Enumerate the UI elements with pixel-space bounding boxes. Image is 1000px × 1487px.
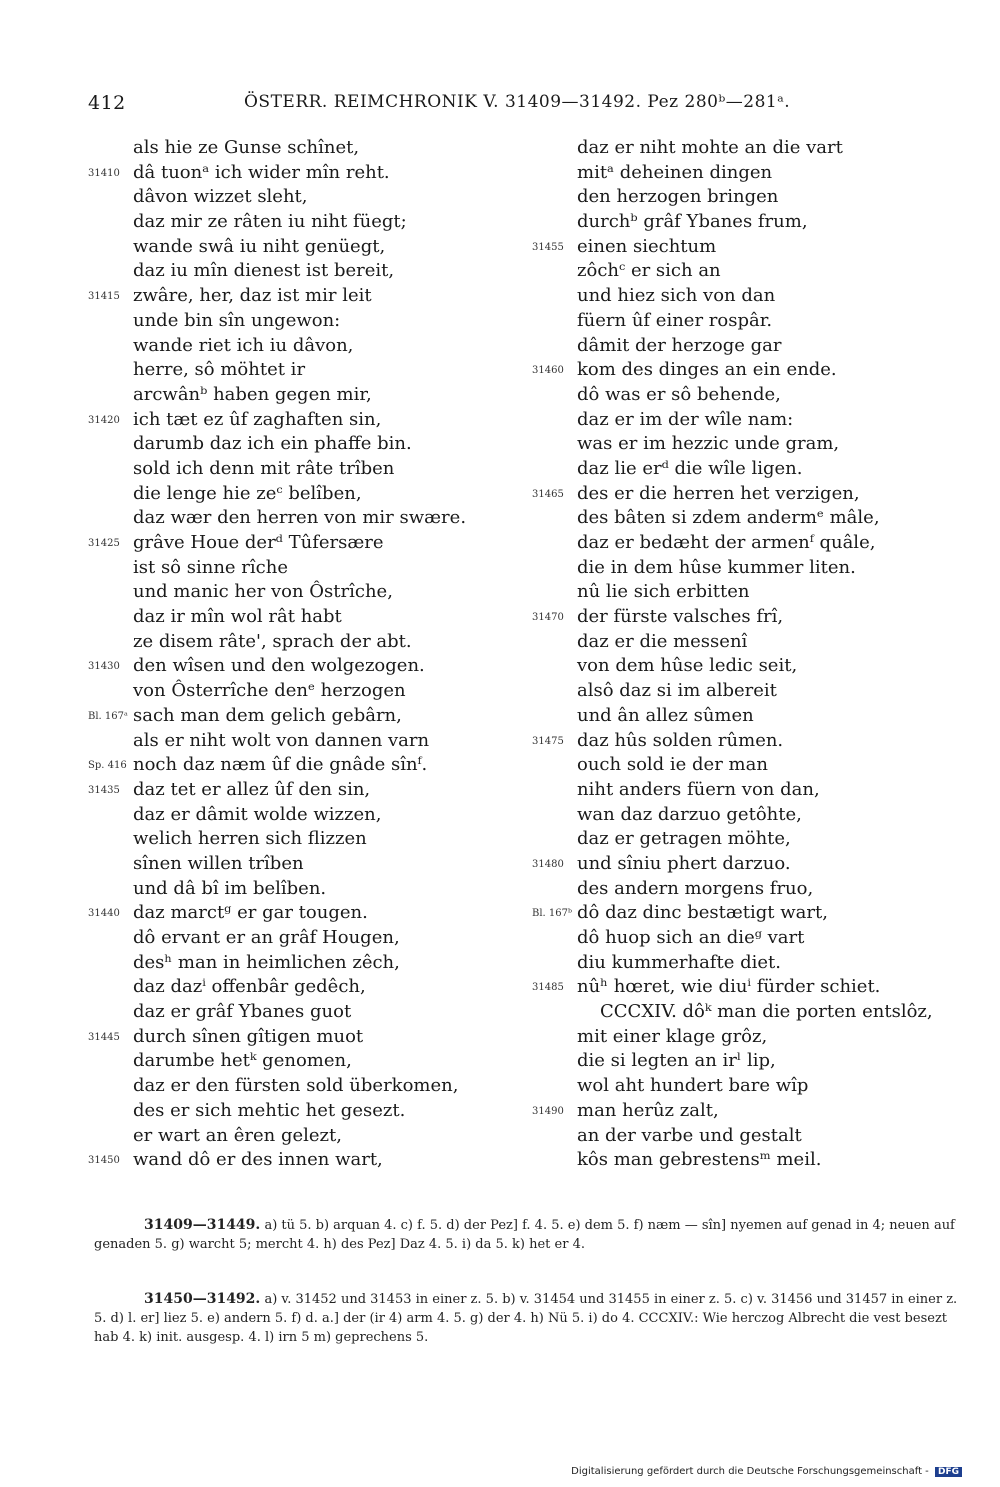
verse-line xyxy=(88,778,538,803)
verse-text: ist sô sinne rîche xyxy=(133,556,288,578)
verse-line xyxy=(532,704,972,729)
verse-text: mitᵃ deheinen dingen xyxy=(577,161,773,183)
verse-line xyxy=(88,1049,538,1074)
verse-line xyxy=(88,432,538,457)
verse-text: desʰ man in heimlichen zêch, xyxy=(133,951,400,973)
verse-line xyxy=(88,259,538,284)
verse-line xyxy=(88,185,538,210)
verse-text: arcwânᵇ haben gegen mir, xyxy=(133,383,372,405)
verse-text: daz dazⁱ offenbâr gedêch, xyxy=(133,976,366,998)
verse-number: 31430 xyxy=(88,661,120,673)
verse-text: und dâ bî im belîben. xyxy=(133,877,327,899)
verse-line xyxy=(88,679,538,704)
verse-line xyxy=(88,951,538,976)
verse-text: als er niht wolt von dannen varn xyxy=(133,729,430,751)
verse-line xyxy=(532,654,972,679)
verse-text: daz lie erᵈ die wîle ligen. xyxy=(577,457,803,479)
verse-line xyxy=(532,482,972,507)
verse-line xyxy=(532,901,972,926)
verse-text: daz er getragen möhte, xyxy=(577,828,791,850)
verse-text: niht anders füern von dan, xyxy=(577,778,820,800)
verse-line xyxy=(88,210,538,235)
verse-line xyxy=(88,803,538,828)
verse-text: dâmit der herzoge gar xyxy=(577,334,782,356)
verse-text: dâvon wizzet sleht, xyxy=(133,186,308,208)
verse-line xyxy=(88,975,538,1000)
verse-line xyxy=(532,408,972,433)
verse-line xyxy=(532,1148,972,1173)
verse-line xyxy=(532,235,972,260)
verse-text: mit einer klage grôz, xyxy=(577,1025,768,1047)
verse-text: daz er dâmit wolde wizzen, xyxy=(133,803,382,825)
dfg-logo: DFG xyxy=(935,1467,962,1477)
verse-line xyxy=(88,1000,538,1025)
verse-text: von Ôsterrîche denᵉ herzogen xyxy=(133,680,406,702)
footnotes-text: a) tü 5. b) arquan 4. c) f. 5. d) der Pez] f. 4. 5. e) dem 5. f) næm — sîn] nyemen auf genad in 4; neuen auf genaden 5. g) warcht 5; mercht 4. h) des Pez] Daz 4. 5. i) da 5. k) het er 4. xyxy=(94,1218,955,1252)
footnotes-range: 31450—31492. xyxy=(144,1291,261,1307)
verse-line xyxy=(532,729,972,754)
verse-text: sînen willen trîben xyxy=(133,852,304,874)
verse-text: daz er niht mohte an die vart xyxy=(577,137,843,158)
verse-line xyxy=(532,383,972,408)
verse-number: 31425 xyxy=(88,538,120,549)
verse-text: sach man dem gelich gebârn, xyxy=(133,704,402,726)
verse-line xyxy=(88,284,538,309)
verse-text: was er im hezzic unde gram, xyxy=(577,433,840,455)
verse-line xyxy=(88,457,538,482)
footnotes-block-1 xyxy=(94,1216,964,1254)
verse-line xyxy=(532,975,972,1000)
verse-text: man herûz zalt, xyxy=(577,1099,719,1121)
verse-line xyxy=(532,1000,972,1025)
verse-line xyxy=(88,408,538,433)
verse-text: daz er im der wîle nam: xyxy=(577,408,794,430)
verse-line xyxy=(88,482,538,507)
verse-text: ze disem râte', sprach der abt. xyxy=(133,630,412,652)
footnotes-range: 31409—31449. xyxy=(144,1217,261,1233)
verse-line xyxy=(532,210,972,235)
verse-text: dô huop sich an dieᵍ vart xyxy=(577,927,805,948)
verse-text: von dem hûse ledic seit, xyxy=(577,655,798,677)
verse-text: ouch sold ie der man xyxy=(577,754,768,776)
verse-text: und ân allez sûmen xyxy=(577,704,754,726)
verse-line xyxy=(88,506,538,531)
verse-line xyxy=(88,383,538,408)
verse-text: daz tet er allez ûf den sin, xyxy=(133,778,371,800)
verse-text: zôchᶜ er sich an xyxy=(577,260,721,282)
verse-line xyxy=(532,679,972,704)
verse-line xyxy=(88,1099,538,1124)
verse-number: 31455 xyxy=(532,241,564,253)
verse-text: durchᵇ grâf Ybanes frum, xyxy=(577,211,808,233)
verse-text: an der varbe und gestalt xyxy=(577,1124,802,1146)
left-column xyxy=(88,136,538,1173)
verse-text: wol aht hundert bare wîp xyxy=(577,1075,809,1097)
verse-text: füern ûf einer rospâr. xyxy=(577,309,773,331)
verse-text: dâ tuonᵃ ich wider mîn reht. xyxy=(133,161,390,183)
verse-line xyxy=(88,235,538,260)
verse-line xyxy=(532,556,972,581)
verse-text: dô ervant er an grâf Hougen, xyxy=(133,927,400,948)
verse-line xyxy=(88,309,538,334)
verse-line xyxy=(532,1099,972,1124)
verse-line xyxy=(88,531,538,556)
verse-text: daz iu mîn dienest ist bereit, xyxy=(133,260,395,282)
verse-text: herre, sô möhtet ir xyxy=(133,359,306,381)
verse-text: die si legten an irˡ lip, xyxy=(577,1050,776,1072)
verse-text: zwâre, her, daz ist mir leit xyxy=(133,285,372,307)
footnotes-block-2 xyxy=(94,1290,964,1347)
verse-line xyxy=(88,926,538,951)
page-header xyxy=(88,92,968,120)
verse-text: den wîsen und den wolgezogen. xyxy=(133,655,425,677)
verse-number: 31475 xyxy=(532,735,564,747)
verse-line xyxy=(88,161,538,186)
verse-text: daz wær den herren von mir swære. xyxy=(133,507,467,529)
verse-text: darumbe hetᵏ genomen, xyxy=(133,1050,352,1072)
verse-line xyxy=(532,457,972,482)
footnotes-text: a) v. 31452 und 31453 in einer z. 5. b) v. 31454 und 31455 in einer z. 5. c) v. 31456 und 31457 in einer z. 5. d) l. er] liez 5. e) andern 5. f) d. a.] der (ir 4) arm 4. 5. g) der 4. h) Nü 5. i) do 4. CCCXIV.: Wie herczog Albrecht die vest besezt hab 4. k) init. ausgesp. 4. l) irn 5 m) geprechens 5. xyxy=(94,1292,958,1345)
verse-number: 31445 xyxy=(88,1031,120,1043)
verse-text: kôs man gebrestensᵐ meil. xyxy=(577,1149,822,1171)
verse-text: den herzogen bringen xyxy=(577,186,779,208)
verse-line xyxy=(532,506,972,531)
verse-line xyxy=(532,161,972,186)
verse-number: 31485 xyxy=(532,982,564,994)
chapter-heading-line: CCCXIV. dôᵏ man die porten entslôz, xyxy=(600,1001,933,1023)
verse-line xyxy=(88,704,538,729)
verse-number: 31435 xyxy=(88,784,120,796)
verse-line xyxy=(88,1074,538,1099)
verse-line xyxy=(532,827,972,852)
verse-line xyxy=(88,901,538,926)
verse-line xyxy=(532,580,972,605)
verse-text: einen siechtum xyxy=(577,235,717,257)
verse-text: und manic her von Ôstrîche, xyxy=(133,581,393,603)
verse-line xyxy=(532,778,972,803)
verse-text: kom des dinges an ein ende. xyxy=(577,359,837,381)
verse-line xyxy=(532,926,972,951)
verse-text: noch daz næm ûf die gnâde sînᶠ. xyxy=(133,754,428,776)
verse-text: daz er die messenî xyxy=(577,630,748,652)
verse-text: die lenge hie zeᶜ belîben, xyxy=(133,482,362,504)
verse-line xyxy=(532,1074,972,1099)
verse-text: als hie ze Gunse schînet, xyxy=(133,137,360,158)
verse-text: unde bin sîn ungewon: xyxy=(133,309,341,331)
verse-line xyxy=(88,827,538,852)
verse-number: 31415 xyxy=(88,291,120,303)
verse-line xyxy=(532,877,972,902)
verse-text: daz mir ze râten iu niht füegt; xyxy=(133,211,407,233)
verse-number: 31470 xyxy=(532,612,564,624)
verse-text: daz ir mîn wol rât habt xyxy=(133,606,342,628)
verse-line xyxy=(88,358,538,383)
verse-line xyxy=(532,185,972,210)
verse-text: darumb daz ich ein phaffe bin. xyxy=(133,433,412,455)
verse-number: 31465 xyxy=(532,488,564,500)
verse-line xyxy=(532,309,972,334)
verse-line xyxy=(88,753,538,778)
verse-line xyxy=(532,334,972,359)
verse-text: dô was er sô behende, xyxy=(577,383,781,405)
credit-text: Digitalisierung gefördert durch die Deutsche Forschungsgemeinschaft - xyxy=(571,1466,929,1477)
verse-line xyxy=(88,1124,538,1149)
verse-text: dô daz dinc bestætigt wart, xyxy=(577,902,828,924)
verse-line xyxy=(532,951,972,976)
verse-text: des er die herren het verzigen, xyxy=(577,482,860,504)
verse-line xyxy=(532,432,972,457)
verse-text: daz er bedæht der armenᶠ quâle, xyxy=(577,532,876,553)
verse-text: welich herren sich flizzen xyxy=(133,828,367,850)
verse-line xyxy=(88,136,538,161)
verse-number: Sp. 416 xyxy=(88,760,127,772)
verse-line xyxy=(88,556,538,581)
verse-line xyxy=(88,1025,538,1050)
verse-text: sold ich denn mit râte trîben xyxy=(133,457,395,479)
verse-line xyxy=(532,852,972,877)
verse-line xyxy=(532,1025,972,1050)
verse-line xyxy=(532,284,972,309)
verse-text: der fürste valsches frî, xyxy=(577,606,784,628)
verse-number: 31440 xyxy=(88,908,120,920)
verse-text: daz er grâf Ybanes guot xyxy=(133,1001,352,1023)
verse-line xyxy=(88,852,538,877)
verse-number: 31450 xyxy=(88,1155,120,1167)
verse-text: alsô daz si im albereit xyxy=(577,680,777,702)
verse-line xyxy=(88,729,538,754)
verse-text: nûʰ hœret, wie diuⁱ fürder schiet. xyxy=(577,976,881,998)
verse-line xyxy=(532,803,972,828)
verse-number: 31420 xyxy=(88,414,120,426)
verse-line xyxy=(532,753,972,778)
digitization-credit xyxy=(571,1466,962,1477)
verse-line xyxy=(88,334,538,359)
verse-line xyxy=(532,630,972,655)
verse-number: 31480 xyxy=(532,858,564,870)
verse-text: und hiez sich von dan xyxy=(577,285,776,307)
verse-line xyxy=(532,1124,972,1149)
verse-text: durch sînen gîtigen muot xyxy=(133,1025,364,1047)
verse-text: nû lie sich erbitten xyxy=(577,581,750,603)
right-column xyxy=(532,136,972,1173)
verse-line xyxy=(88,1148,538,1173)
verse-line xyxy=(88,605,538,630)
verse-text: die in dem hûse kummer liten. xyxy=(577,556,856,578)
verse-number: Bl. 167ᵇ xyxy=(532,908,572,920)
verse-text: wande swâ iu niht genüegt, xyxy=(133,235,386,257)
verse-line xyxy=(532,358,972,383)
verse-line xyxy=(532,259,972,284)
verse-number: Bl. 167ᵃ xyxy=(88,710,128,722)
verse-text: diu kummerhafte diet. xyxy=(577,951,781,973)
verse-number: 31460 xyxy=(532,365,564,377)
verse-text: daz hûs solden rûmen. xyxy=(577,729,784,751)
running-title: ÖSTERR. REIMCHRONIK V. 31409—31492. Pez 280ᵇ—281ᵃ. xyxy=(244,92,791,112)
verse-text: und sîniu phert darzuo. xyxy=(577,852,791,874)
verse-text: daz marctᵍ er gar tougen. xyxy=(133,902,368,924)
verse-text: ich tæt ez ûf zaghaften sin, xyxy=(133,408,382,430)
verse-line xyxy=(88,580,538,605)
verse-text: des er sich mehtic het gesezt. xyxy=(133,1099,406,1121)
page-number: 412 xyxy=(88,92,126,114)
verse-line xyxy=(532,531,972,556)
verse-text: wan daz darzuo getôhte, xyxy=(577,803,802,825)
verse-line xyxy=(532,136,972,161)
verse-number: 31490 xyxy=(532,1105,564,1117)
verse-line xyxy=(532,605,972,630)
verse-text: daz er den fürsten sold überkomen, xyxy=(133,1075,459,1097)
verse-text: grâve Houe derᵈ Tûfersære xyxy=(133,532,384,553)
verse-text: er wart an êren gelezt, xyxy=(133,1124,342,1146)
verse-number: 31410 xyxy=(88,167,120,179)
verse-line xyxy=(532,1049,972,1074)
verse-line xyxy=(88,877,538,902)
verse-line xyxy=(88,654,538,679)
verse-text: wande riet ich iu dâvon, xyxy=(133,334,354,356)
verse-text: wand dô er des innen wart, xyxy=(133,1149,383,1171)
verse-line xyxy=(88,630,538,655)
verse-text: des bâten si zdem andermᵉ mâle, xyxy=(577,507,880,529)
verse-text: des andern morgens fruo, xyxy=(577,877,814,899)
